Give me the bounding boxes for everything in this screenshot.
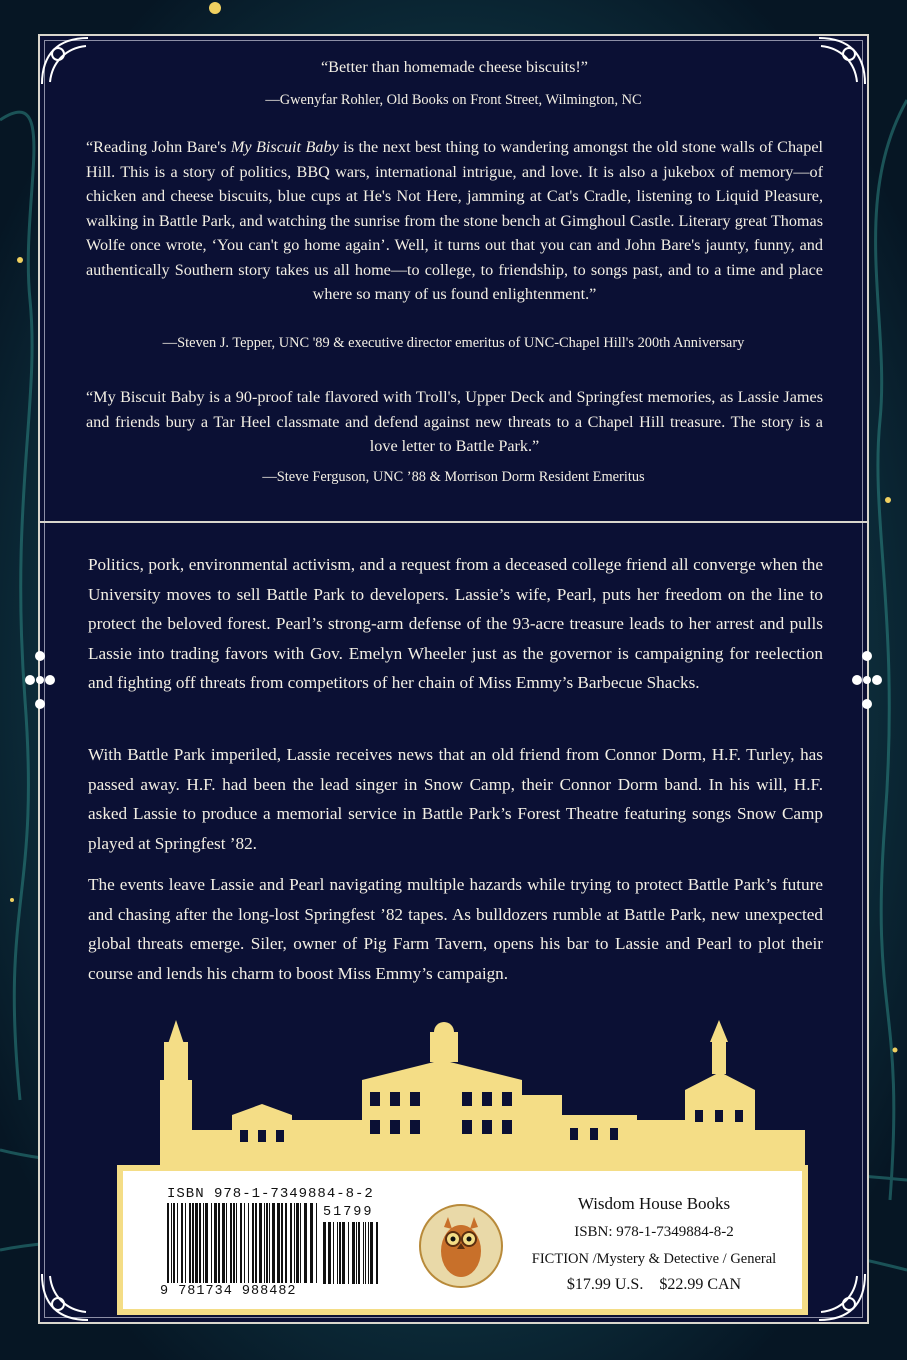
barcode-bar [226, 1203, 227, 1283]
barcode-bar [222, 1203, 225, 1283]
barcode-bar [370, 1222, 373, 1284]
barcode-bar [177, 1203, 178, 1283]
barcode-bar [266, 1203, 268, 1283]
barcode-bar [230, 1203, 232, 1283]
barcode-bar [348, 1222, 349, 1284]
barcode-bar [294, 1203, 295, 1283]
barcode-bar [173, 1203, 175, 1283]
barcode-bar [290, 1203, 292, 1283]
side-ornament-icon [849, 648, 885, 712]
barcode-bar [358, 1222, 360, 1284]
barcode-bar [269, 1203, 270, 1283]
barcode-bar [272, 1203, 275, 1283]
description-paragraph: Politics, pork, environmental activism, and a request from a deceased college friend all converge when the University moves to sell Battle Park to developers. Lassie’s wife, Pearl, puts her freedom on the line to protect the beloved forest. Pearl’s strong-arm defense of the 93-acre treasure leads to her arrest and pulls Lassie into trading favors with Gov. Emelyn Wheeler just as the governor is campaigning for reelection and fighting off threats from competitors of her chain of Miss Emmy’s Barbecue Shacks. [88, 555, 823, 693]
panel-divider [38, 521, 869, 523]
barcode-bar [181, 1203, 183, 1283]
barcode-bar [171, 1203, 172, 1283]
barcode-bar [218, 1203, 220, 1283]
barcode-digits: 9 781734 988482 [160, 1284, 297, 1299]
barcode-bar [363, 1222, 364, 1284]
barcode-bar [316, 1203, 317, 1283]
barcode-bar [233, 1203, 235, 1283]
corner-ornament-icon [815, 34, 869, 88]
barcode-bar [281, 1203, 283, 1283]
barcode-bar [376, 1222, 378, 1284]
owl-logo-icon [418, 1203, 504, 1289]
barcode-bar [264, 1203, 265, 1283]
chapel-hill-skyline-illustration [150, 1020, 810, 1170]
quote-1-attribution: —Gwenyfar Rohler, Old Books on Front Street, Wilmington, NC [265, 92, 642, 108]
barcode-bar [342, 1222, 345, 1284]
price-us: $17.99 U.S. [566, 1276, 644, 1293]
corner-ornament-icon [815, 1270, 869, 1324]
barcode-bar [352, 1222, 355, 1284]
barcode-bar [211, 1203, 212, 1283]
barcode-bar [259, 1203, 262, 1283]
book-prices [522, 1276, 786, 1294]
barcode-bar [277, 1203, 280, 1283]
barcode-bar [205, 1203, 208, 1283]
barcode-bar [203, 1203, 204, 1283]
description-paragraph: The events leave Lassie and Pearl navigating multiple hazards while trying to protect Battle Park’s future and chasing after the long-lost Springfest ’82 tapes. As bulldozers rumble at Battle Park, new unexpected global threats emerge. Siler, owner of Pig Farm Tavern, opens his bar to Lassie and Pearl to plot their course and lends his charm to boost Miss Emmy’s campaign. [88, 875, 823, 983]
barcode-bar [365, 1222, 366, 1284]
barcode-bar [248, 1203, 249, 1283]
publisher-isbn: ISBN: 978-1-7349884-8-2 [574, 1224, 734, 1240]
barcode-bar [323, 1222, 326, 1284]
barcode-bar [339, 1222, 341, 1284]
barcode-bar [236, 1203, 237, 1283]
barcode-bar [333, 1222, 334, 1284]
barcode-bar [304, 1203, 307, 1283]
corner-ornament-icon [38, 1270, 92, 1324]
barcode-bar [195, 1203, 198, 1283]
barcode-bar [189, 1203, 191, 1283]
barcode-bar [199, 1203, 201, 1283]
quote-2-attribution: —Steven J. Tepper, UNC '89 & executive director emeritus of UNC-Chapel Hill's 200th Anniversary [162, 335, 745, 351]
barcode-isbn-label: ISBN 978-1-7349884-8-2 [167, 1186, 374, 1202]
quote-3-attribution: —Steve Ferguson, UNC ’88 & Morrison Dorm Resident Emeritus [262, 469, 645, 485]
barcode-bar [328, 1222, 331, 1284]
book-category: FICTION /Mystery & Detective / General [531, 1251, 777, 1267]
barcode-bar [285, 1203, 287, 1283]
barcode-bar [310, 1203, 313, 1283]
quote-3-text: “My Biscuit Baby is a 90-proof tale flavored with Troll's, Upper Deck and Springfest memories, as Lassie James and friends bury a Tar Heel classmate and defend against new threats to a Chapel Hill treasure. The story is a love letter to Battle Park.” [86, 388, 823, 455]
quote-2-lead: “Reading John Bare's [86, 138, 231, 156]
barcode-bar [337, 1222, 338, 1284]
barcode-bar [167, 1203, 169, 1283]
book-title: My Biscuit Baby [230, 138, 339, 156]
side-ornament-icon [22, 648, 58, 712]
barcode-bar [296, 1203, 299, 1283]
barcode-bar [252, 1203, 254, 1283]
quote-1-text: “Better than homemade cheese biscuits!” [321, 58, 588, 76]
price-can: $22.99 CAN [659, 1276, 742, 1293]
barcode-bar [356, 1222, 357, 1284]
quote-2-text [86, 135, 823, 307]
barcode-bar [255, 1203, 257, 1283]
ean-barcode [167, 1203, 317, 1283]
barcode-bar [192, 1203, 194, 1283]
barcode-bar [240, 1203, 242, 1283]
quote-2-body: is the next best thing to wandering amongst the old stone walls of Chapel Hill. This is a story of politics, BBQ wars, international intrigue, and love. It is also a jukebox of memory—of chicken and cheese biscuits, blue cups at He's Not Here, jamming at Cat's Cradle, listening to Liquid Pleasure, walking in Battle Park, and watching the sunrise from the stone bench at Gimghoul Castle. Literary great Thomas Wolfe once wrote, ‘You can't go home again’. Well, it turns out that you can and John Bare's jaunty, funny, and authentically Southern story takes us all home—to college, to friendship, to songs past, and to a time and place where so many of us found enlightenment.” [86, 138, 824, 303]
publisher-name: Wisdom House Books [577, 1194, 731, 1213]
barcode-bar [214, 1203, 217, 1283]
corner-ornament-icon [38, 34, 92, 88]
description-paragraph: With Battle Park imperiled, Lassie receives news that an old friend from Connor Dorm, H.F. Turley, has passed away. H.F. had been the lead singer in Snow Camp, their Connor Dorm band. In his will, H.F. asked Lassie to produce a memorial service in Battle Park’s Forest Theatre featuring songs Snow Camp played at Springfest ’82. [88, 745, 823, 853]
barcode-bar [185, 1203, 186, 1283]
barcode-bar [300, 1203, 301, 1283]
barcode-bar [368, 1222, 369, 1284]
barcode-price-code: 51799 [323, 1205, 374, 1220]
price-barcode [323, 1222, 383, 1284]
barcode-bar [244, 1203, 245, 1283]
